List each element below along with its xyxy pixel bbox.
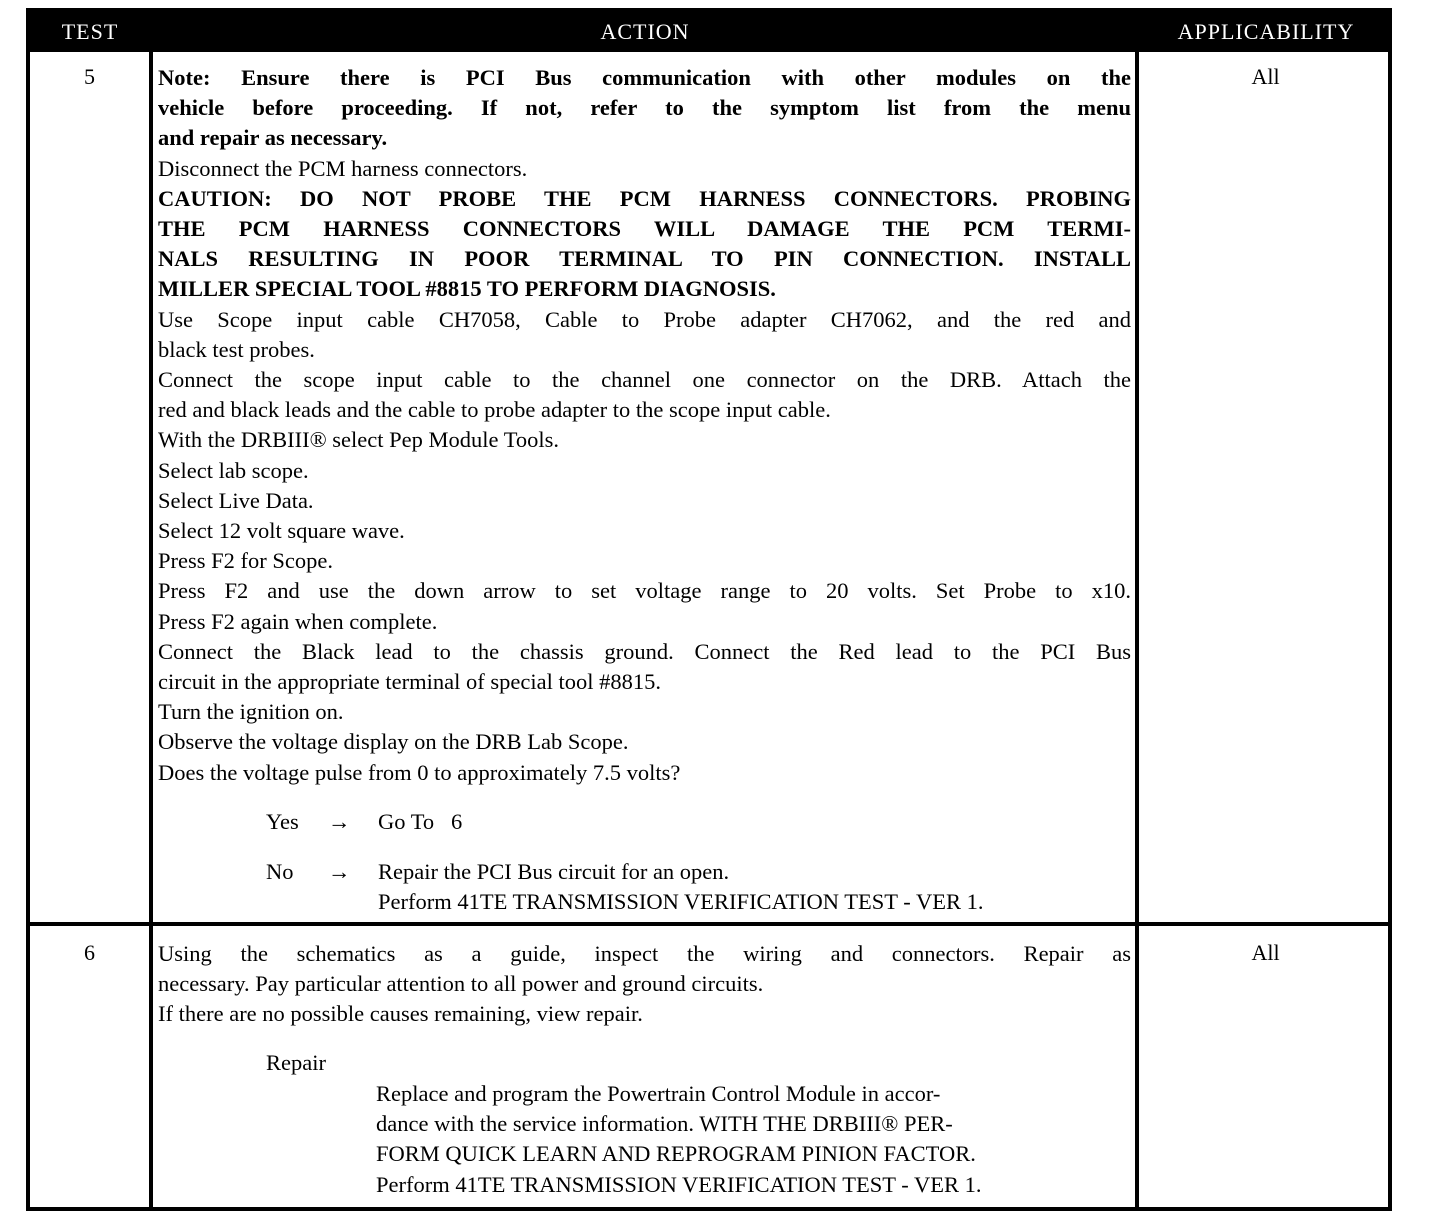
step-line: Does the voltage pulse from 0 to approximately 7.5 volts? (158, 759, 681, 785)
test-number-5: 5 (84, 64, 95, 89)
diagnostic-table (26, 8, 1392, 1211)
step-line: Press F2 again when complete. (158, 608, 438, 634)
caution-line: NALS RESULTING IN POOR TERMINAL TO PIN CONNECTION. INSTALL (158, 246, 1131, 272)
note-line: Note: Ensure there is PCI Bus communication with other modules on the (158, 65, 1131, 90)
header-test: TEST (61, 19, 119, 44)
repair-line: FORM QUICK LEARN AND REPROGRAM PINION FACTOR. (376, 1141, 976, 1167)
action-test-5 (158, 63, 1131, 788)
step-line: Connect the Black lead to the chassis ground. Connect the Red lead to the PCI Bus (158, 638, 1131, 664)
no-label: No (266, 859, 294, 884)
repair-body (376, 1079, 1131, 1200)
step-line: Connect the scope input cable to the channel one connector on the DRB. Attach the (158, 367, 1131, 393)
note-line: vehicle before proceeding. If not, refer to the symptom list from the menu (158, 95, 1131, 121)
step-line: Using the schematics as a guide, inspect the wiring and connectors. Repair as (158, 941, 1131, 966)
step-line: Press F2 for Scope. (158, 548, 333, 574)
note-line: and repair as necessary. (158, 125, 388, 151)
table-header (30, 12, 1388, 52)
step-line: circuit in the appropriate terminal of special tool #8815. (158, 669, 661, 695)
no-text: Repair the PCI Bus circuit for an open. (378, 859, 730, 884)
repair-line: dance with the service information. WITH THE DRBIII® PER- (376, 1111, 953, 1137)
step-line: Select lab scope. (158, 457, 309, 483)
caution-line: MILLER SPECIAL TOOL #8815 TO PERFORM DIAGNOSIS. (158, 276, 776, 302)
step-line: black test probes. (158, 336, 315, 362)
applicability-6: All (1251, 940, 1280, 965)
column-divider (1135, 52, 1139, 1207)
step-line: Observe the voltage display on the DRB Lab Scope. (158, 729, 629, 755)
header-applicability: APPLICABILITY (1177, 19, 1355, 44)
caution-line: CAUTION: DO NOT PROBE THE PCM HARNESS CONNECTORS. PROBING (158, 185, 1131, 211)
step-line: Select 12 volt square wave. (158, 518, 405, 544)
step-line: If there are no possible causes remaining, view repair. (158, 1001, 643, 1027)
step-line: Press F2 and use the down arrow to set voltage range to 20 volts. Set Probe to x10. (158, 578, 1131, 604)
disconnect-step: Disconnect the PCM harness connectors. (158, 155, 528, 181)
right-arrow-icon: → (328, 809, 351, 834)
no-text-verification: Perform 41TE TRANSMISSION VERIFICATION TEST - VER 1. (378, 889, 984, 914)
column-divider (149, 52, 153, 1207)
step-line: Use Scope input cable CH7058, Cable to Probe adapter CH7062, and the red and (158, 306, 1131, 332)
caution-line: THE PCM HARNESS CONNECTORS WILL DAMAGE THE PCM TERMI- (158, 216, 1131, 242)
step-line: red and black leads and the cable to probe adapter to the scope input cable. (158, 397, 831, 423)
repair-label: Repair (266, 1050, 326, 1075)
applicability-5: All (1251, 64, 1280, 89)
step-line: Turn the ignition on. (158, 699, 344, 725)
row-divider (30, 922, 1388, 926)
test-number-6: 6 (84, 940, 95, 965)
action-test-6 (158, 939, 1131, 1030)
repair-line: Replace and program the Powertrain Control Module in accor- (376, 1081, 941, 1106)
right-arrow-icon: → (328, 859, 351, 884)
step-line: Select Live Data. (158, 487, 314, 513)
yes-label: Yes (266, 809, 299, 834)
repair-line: Perform 41TE TRANSMISSION VERIFICATION TEST - VER 1. (376, 1171, 982, 1197)
yes-text: Go To 6 (378, 809, 463, 834)
step-line: necessary. Pay particular attention to all power and ground circuits. (158, 971, 764, 997)
header-action: ACTION (600, 19, 690, 44)
step-line: With the DRBIII® select Pep Module Tools. (158, 427, 560, 453)
